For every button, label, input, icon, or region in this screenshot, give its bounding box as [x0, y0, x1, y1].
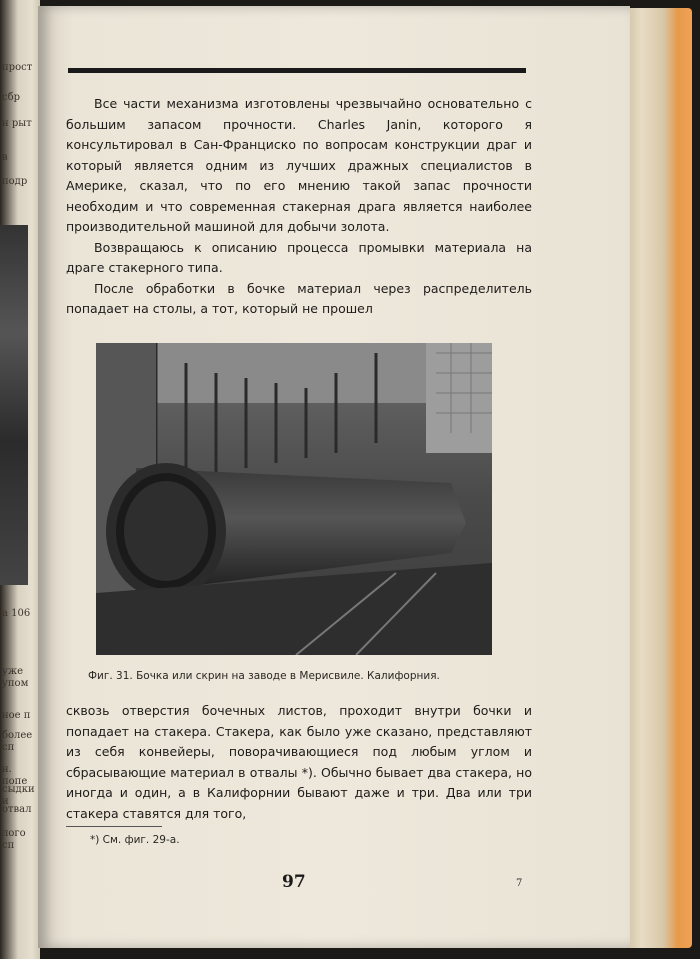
- figure-caption: Фиг. 31. Бочка или скрин на заводе в Мерисвиле. Калифорния.: [88, 670, 440, 682]
- left-fragment: уже упом: [2, 666, 29, 689]
- figure-photo: [96, 343, 492, 655]
- signature-mark: 7: [516, 878, 523, 889]
- paragraph: Все части механизма изготовлены чрезвычайно основательно с большим запасом прочности. Charles Janin, которого я консультировал в Сан-Франциско по вопросам конструкции драг и который является одним из лучших дражных специалистов в Америке, сказал, что по его мнению такой запас прочности необходим и что современная стакерная драга является наиболее производительной машиной для добычи золота.: [66, 96, 532, 234]
- left-fragment: подр: [2, 176, 28, 187]
- left-fragment: н рыт: [2, 118, 32, 129]
- paragraph: После обработки в бочке материал через распределитель попадает на столы, а тот, который не прошел: [66, 280, 532, 316]
- left-fragment: н. попе: [2, 764, 28, 787]
- screen-drum-photo: [96, 343, 492, 655]
- book-page-edges: [620, 8, 692, 948]
- previous-page-edge: [0, 0, 40, 959]
- left-fragment: сбр: [2, 92, 21, 103]
- left-fragment: а 106: [2, 608, 31, 619]
- left-fragment: более сп: [2, 730, 33, 753]
- left-fragment: ное п: [2, 710, 31, 721]
- footnote-rule: [66, 826, 162, 827]
- body-text-upper: [66, 94, 532, 320]
- left-page-photo: [0, 225, 28, 585]
- paragraph: Возвращаюсь к описанию процесса промывки материала на драге стакерного типа.: [66, 239, 532, 275]
- footnote: *) См. фиг. 29-а.: [90, 834, 180, 846]
- left-fragment: отвал: [2, 804, 32, 815]
- body-text-lower: [66, 701, 532, 824]
- left-fragment: в: [2, 152, 8, 163]
- book-page: [38, 6, 630, 948]
- header-rule: [68, 68, 526, 73]
- page-number: 97: [282, 872, 306, 892]
- left-fragment: прост: [2, 62, 33, 73]
- left-fragment: сыдки и: [2, 784, 35, 807]
- left-fragment: лого сп: [2, 828, 26, 851]
- paragraph: сквозь отверстия бочечных листов, проходит внутри бочки и попадает на стакера. Стакера, как было уже сказано, представляют из себя конвейеры, поворачивающиеся под любым углом и сбрасывающие материал в отвалы *). Обычно бывает два стакера, но иногда и один, а в Калифорнии бывают даже и три. Два или три стакера ставятся для того,: [66, 703, 532, 821]
